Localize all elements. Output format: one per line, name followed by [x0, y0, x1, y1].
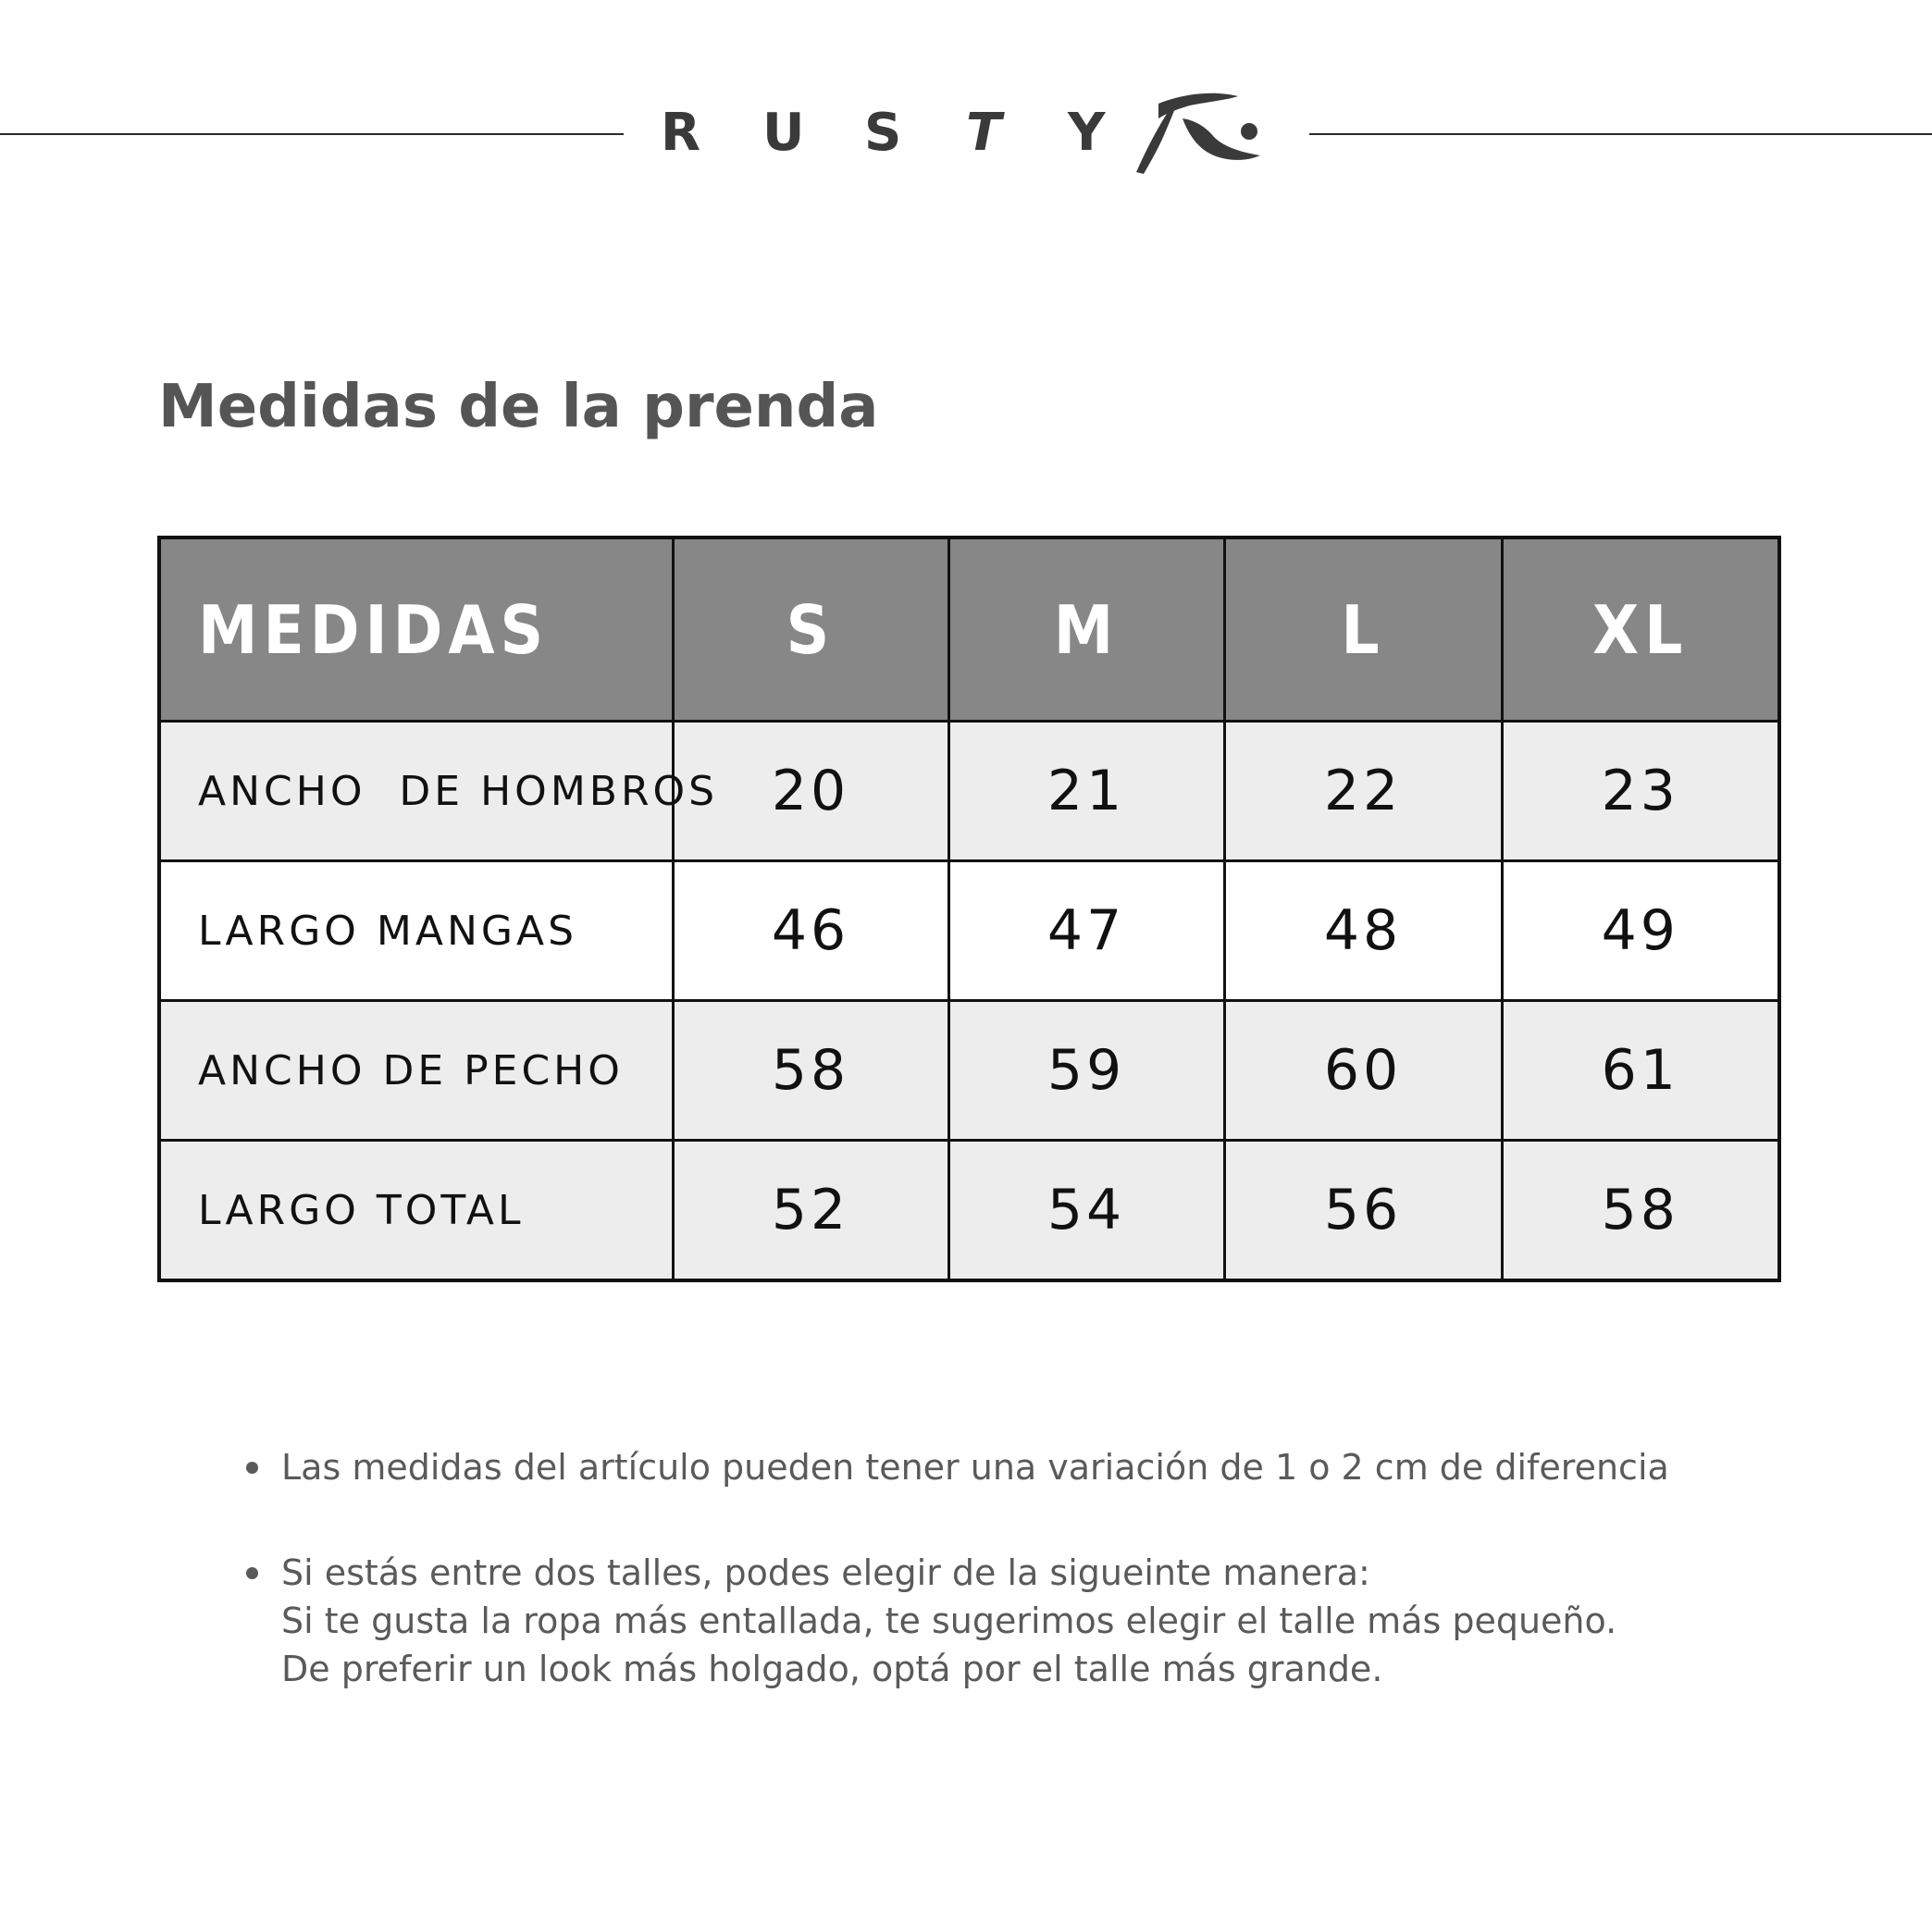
table-cell: 59: [948, 1001, 1224, 1141]
brand-letter: S: [864, 103, 902, 163]
table-cell: 46: [673, 861, 948, 1001]
table-cell: 22: [1224, 722, 1502, 861]
notes-list: [242, 1443, 1815, 1750]
table-row: [159, 1141, 1779, 1281]
note-text: De preferir un look más holgado, optá por el talle más grande.: [281, 1649, 1383, 1689]
table-row: [159, 861, 1779, 1001]
row-label: LARGO TOTAL: [159, 1141, 673, 1281]
table-cell: 61: [1502, 1001, 1779, 1141]
column-header-m: M: [948, 538, 1224, 722]
brand-letter: T: [966, 103, 1002, 163]
table-cell: 20: [673, 722, 948, 861]
row-label: ANCHO DE HOMBROS: [159, 722, 673, 861]
size-chart-table: [157, 536, 1781, 1282]
note-text: Si te gusta la ropa más entallada, te sugerimos elegir el talle más pequeño.: [281, 1600, 1617, 1641]
brand-letter: U: [762, 103, 805, 163]
table-cell: 60: [1224, 1001, 1502, 1141]
table-row: [159, 1001, 1779, 1141]
table-cell: 58: [673, 1001, 948, 1141]
header-divider-right: [1309, 133, 1932, 135]
column-header-s: S: [673, 538, 948, 722]
table-cell: 58: [1502, 1141, 1779, 1281]
table-cell: 48: [1224, 861, 1502, 1001]
note-item: [242, 1549, 1815, 1693]
note-text: Las medidas del artículo pueden tener una variación de 1 o 2 cm de diferencia: [281, 1447, 1669, 1488]
column-header-xl: XL: [1502, 538, 1779, 722]
table-header-row: [159, 538, 1779, 722]
table-cell: 49: [1502, 861, 1779, 1001]
table-row: [159, 722, 1779, 861]
note-text: Si estás entre dos talles, podes elegir de la sigueinte manera:: [281, 1552, 1370, 1593]
row-label: ANCHO DE PECHO: [159, 1001, 673, 1141]
brand-letter: R: [661, 103, 701, 163]
table-cell: 47: [948, 861, 1224, 1001]
table-cell: 56: [1224, 1141, 1502, 1281]
column-header-l: L: [1224, 538, 1502, 722]
table-cell: 54: [948, 1141, 1224, 1281]
row-label: LARGO MANGAS: [159, 861, 673, 1001]
bullet-icon: [246, 1567, 258, 1579]
brand-wordmark: [661, 104, 1170, 163]
rusty-r-logo-icon: [1131, 91, 1271, 176]
table-cell: 52: [673, 1141, 948, 1281]
column-header-medidas: MEDIDAS: [159, 538, 673, 722]
header-divider-left: [0, 133, 624, 135]
note-item: [242, 1443, 1815, 1491]
table-cell: 23: [1502, 722, 1779, 861]
page-title: Medidas de la prenda: [158, 373, 879, 441]
brand-letter: Y: [1068, 103, 1106, 163]
bullet-icon: [246, 1462, 258, 1474]
table-cell: 21: [948, 722, 1224, 861]
